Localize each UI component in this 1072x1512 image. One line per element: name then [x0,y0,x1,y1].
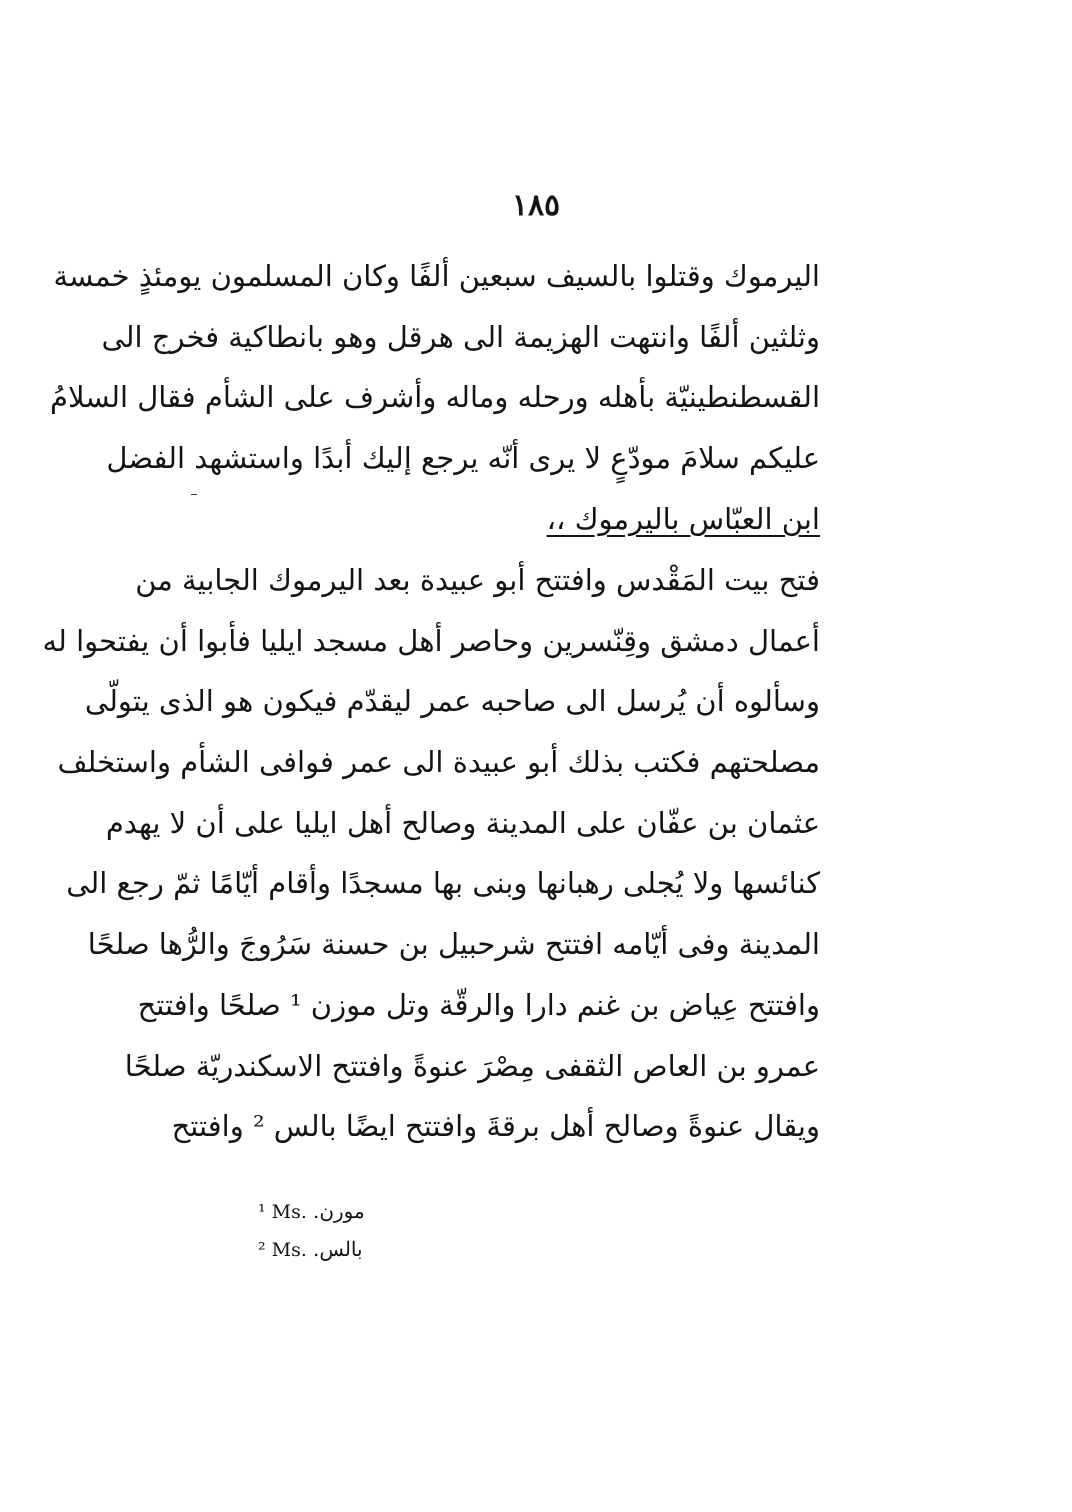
text-line: كنائسها ولا يُجلى رهبانها وبنى بها مسجدًا وأقام أيّامًا ثمّ رجع الى [66,866,820,901]
paragraph-jerusalem [42,550,820,1157]
page-number: ١٨٥ [511,188,561,223]
margin-mark [191,494,197,495]
text-line: فتح بيت المَقْدس وافتتح أبو عبيدة بعد اليرموك الجابية من [135,563,820,597]
footnote-text: بالس. [312,1237,363,1261]
footnote-text: مورن. [312,1199,365,1223]
footnotes [258,1192,458,1268]
text-line: القسطنطينيّة بأهله ورحله وماله وأشرف على الشأم فقال السلامُ [49,380,820,415]
text-line: وسألوه أن يُرسل الى صاحبه عمر ليقدّم فيكون هو الذى يتولّى [84,684,820,719]
text-line: وثلثين ألفًا وانتهت الهزيمة الى هرقل وهو بانطاكية فخرج الى [101,319,820,354]
text-line: مصلحتهم فكتب بذلك أبو عبيدة الى عمر فوافى الشأم واستخلف [57,745,820,780]
underlined-text: ابن العبّاس باليرموك ،، [546,501,820,536]
footnote-prefix: Ms. [271,1239,307,1261]
text-line: عمرو بن العاص الثقفى مِصْرَ عنوةً وافتتح الاسكندريّة صلحًا [124,1048,820,1083]
text-line: وافتتح عِياض بن غنم دارا والرقّة وتل موزن ¹ صلحًا وافتتح [137,987,820,1022]
footnote-marker: ¹ [258,1201,266,1223]
paragraph-yarmuk [49,246,820,549]
text-line: أعمال دمشق وقِنّسرين وحاصر أهل مسجد ايليا فأبوا أن يفتحوا له [42,623,820,658]
footnote-1 [258,1192,458,1230]
text-line: ويقال عنوةً وصالح أهل برقةَ وافتتح ايضًا بالس ² وافتتح [171,1109,820,1144]
footnote-prefix: Ms. [271,1201,307,1223]
text-line: اليرموك وقتلوا بالسيف سبعين ألفًا وكان المسلمون يومئذٍ خمسة [53,259,820,293]
footnote-2 [258,1230,458,1268]
footnote-marker: ² [258,1239,266,1261]
text-line: عليكم سلامَ مودّعٍ لا يرى أنّه يرجع إليك أبدًا واستشهد الفضل [106,441,820,476]
text-line-last [238,489,820,550]
text-line: عثمان بن عفّان على المدينة وصالح أهل ايليا على أن لا يهدم [105,805,820,840]
text-line: المدينة وفى أيّامه افتتح شرحبيل بن حسنة سَرُوجَ والرُّها صلحًا [87,927,820,962]
